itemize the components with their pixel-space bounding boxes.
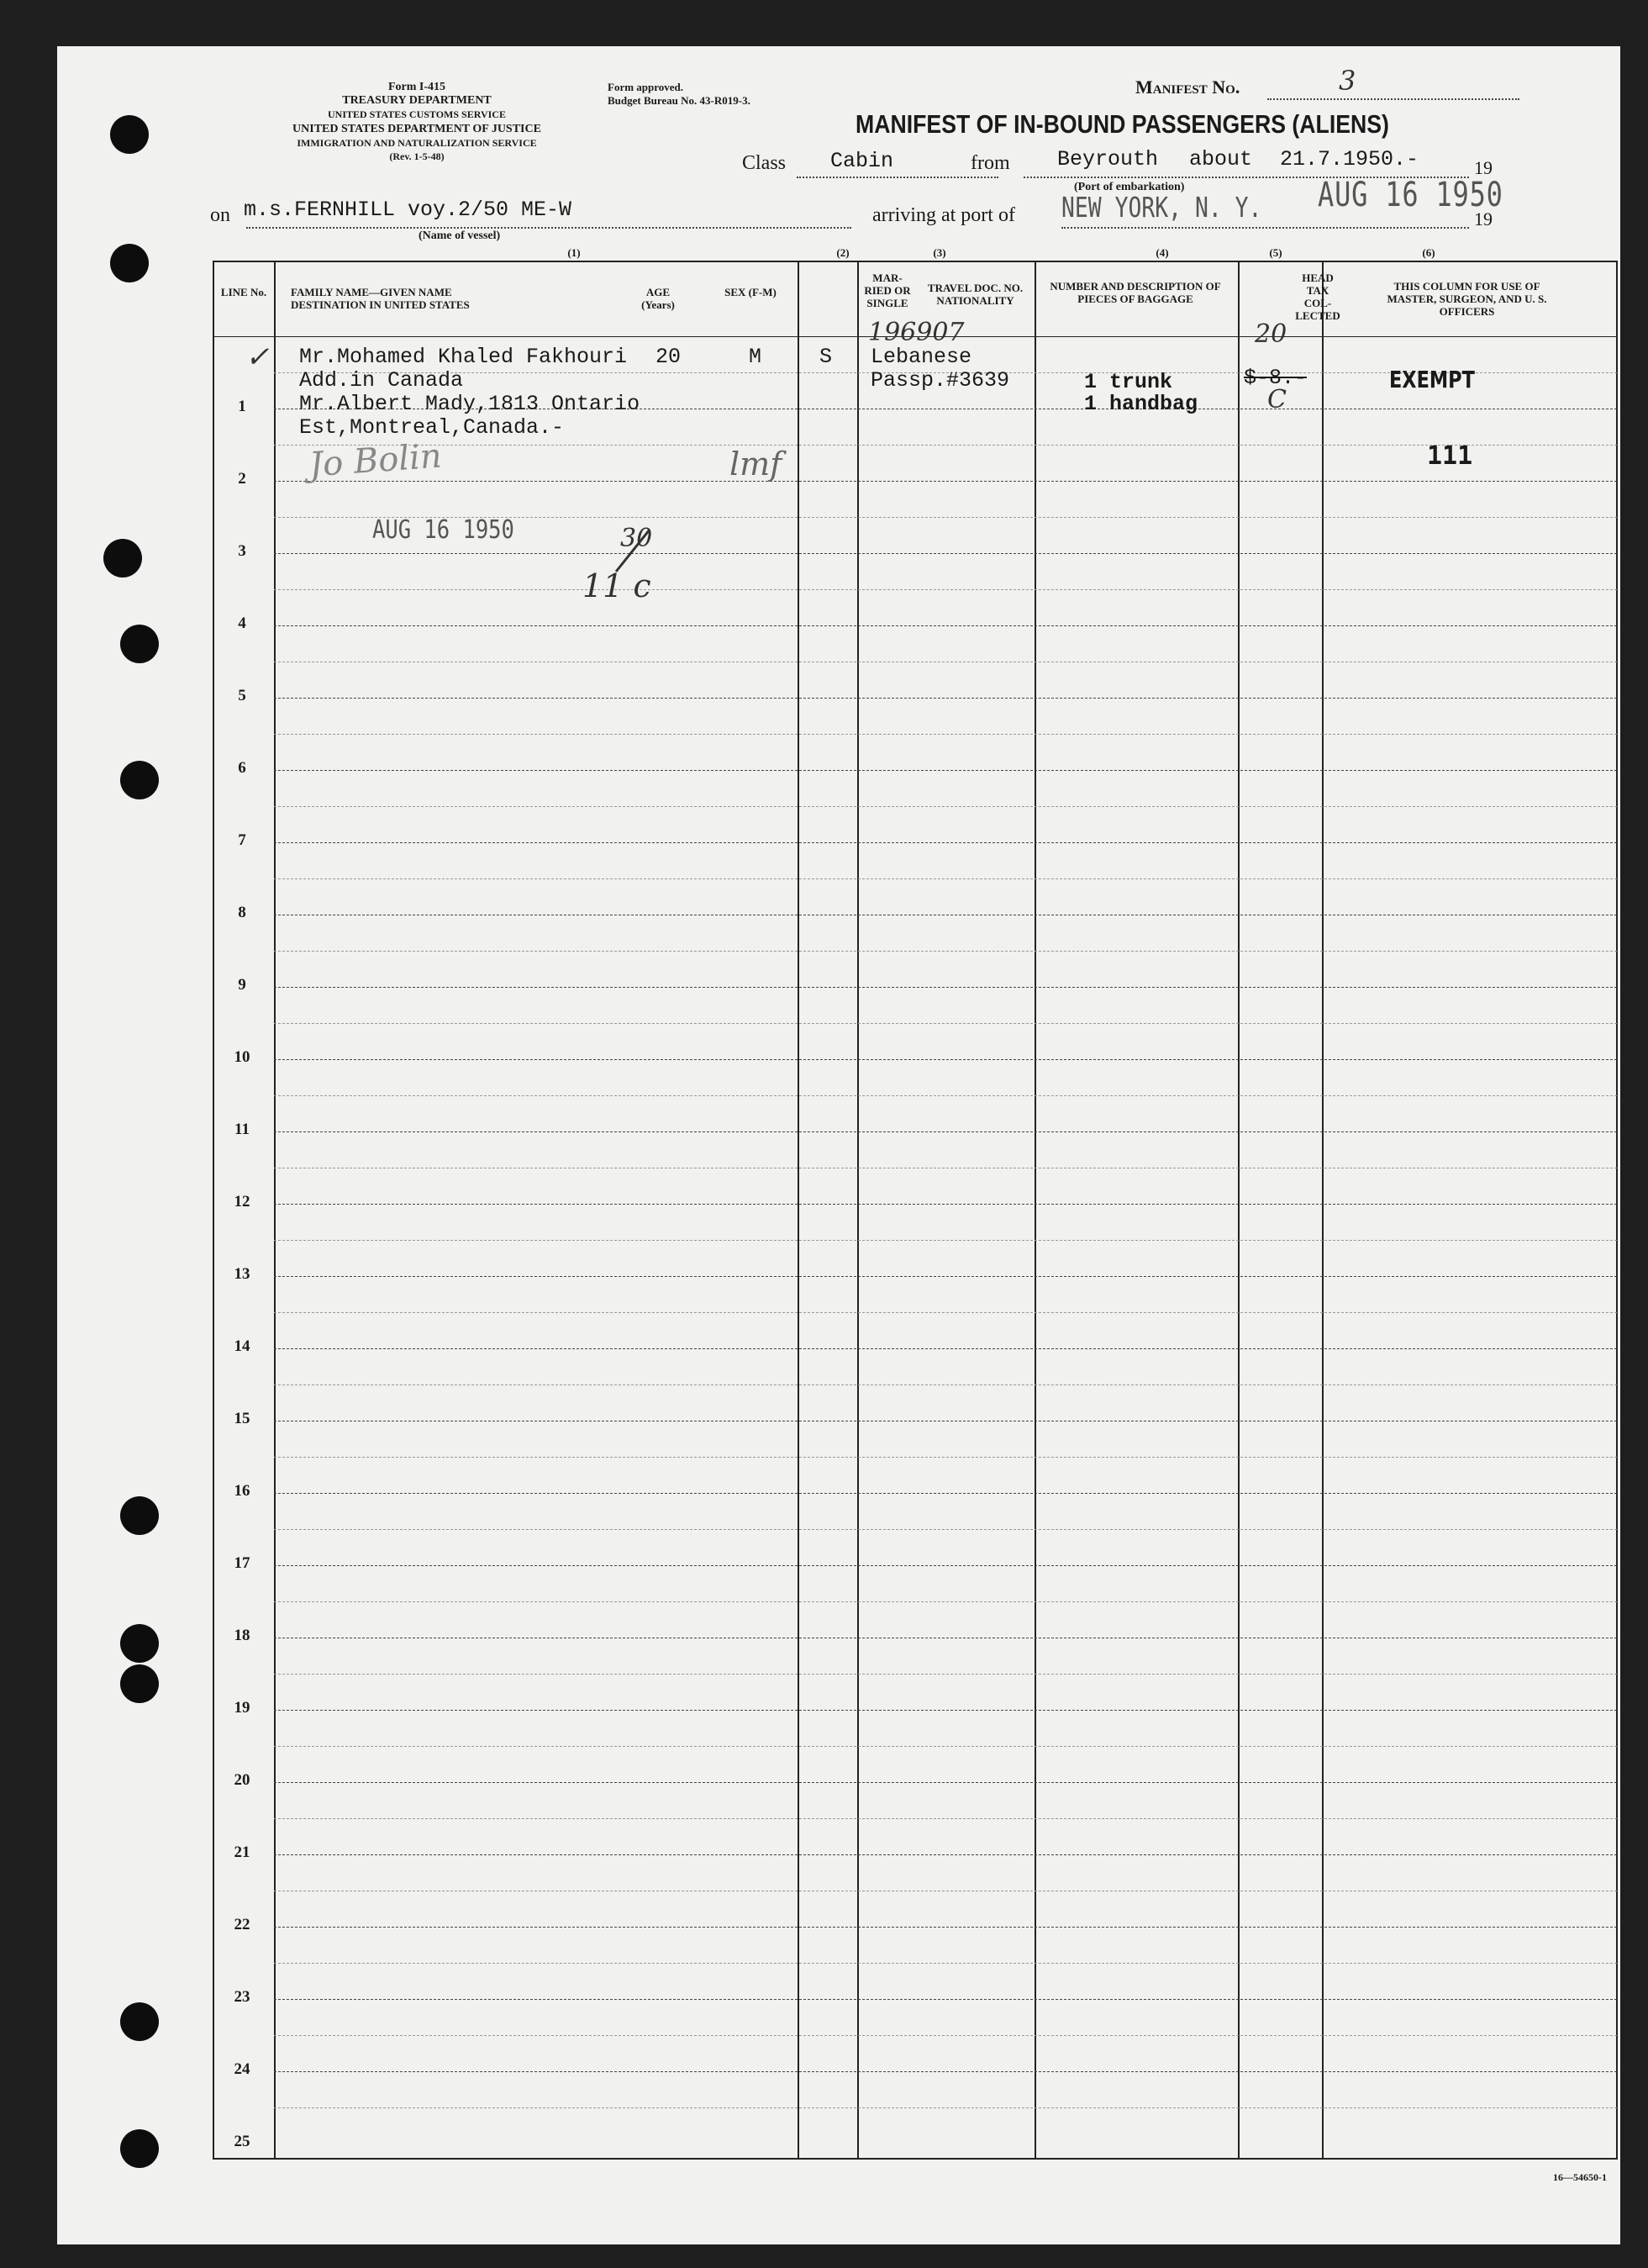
row-subdivider bbox=[274, 589, 1617, 590]
column-number: (4) bbox=[1156, 246, 1169, 259]
treasury-dept: TREASURY DEPARTMENT bbox=[342, 94, 492, 107]
class-label: Class bbox=[742, 152, 787, 174]
binder-hole bbox=[120, 2002, 159, 2041]
line-number: 17 bbox=[234, 1554, 250, 1572]
head-tax-handwritten: 20 bbox=[1255, 319, 1287, 349]
header-marital: MAR-RIED OR SINGLE bbox=[864, 272, 911, 309]
from-value: Beyrouth bbox=[1057, 147, 1159, 171]
line-col-divider bbox=[274, 261, 276, 2159]
line-number: 12 bbox=[234, 1193, 250, 1210]
row-subdivider bbox=[274, 1818, 1617, 1819]
year-suffix: 19 bbox=[1474, 157, 1493, 178]
row-divider bbox=[274, 1131, 1617, 1132]
line-number: 11 bbox=[234, 1121, 250, 1138]
line-number: 20 bbox=[234, 1771, 250, 1789]
baggage-handbag: 1 handbag bbox=[1084, 392, 1198, 416]
manifest-page bbox=[57, 46, 1620, 2244]
inspector-signature: Jo Bolin bbox=[308, 436, 444, 485]
table-right-border bbox=[1616, 261, 1618, 2159]
passenger-name: Mr.Mohamed Khaled Fakhouri bbox=[299, 345, 628, 369]
line-number: 9 bbox=[238, 976, 246, 994]
column-number: (3) bbox=[933, 246, 946, 259]
line-number: 16 bbox=[234, 1482, 250, 1500]
table-top-border bbox=[213, 261, 1618, 262]
class-value: Cabin bbox=[830, 149, 894, 173]
year-suffix: 19 bbox=[1474, 208, 1493, 229]
header-name-destination: FAMILY NAME—GIVEN NAME DESTINATION IN UNITED STATES bbox=[291, 286, 470, 311]
inspector-initials: lmf bbox=[729, 446, 782, 483]
line-number: 3 bbox=[238, 542, 246, 560]
line-number: 6 bbox=[238, 759, 246, 777]
nationality: Lebanese bbox=[871, 345, 972, 369]
line-number: 18 bbox=[234, 1627, 250, 1644]
binder-hole bbox=[120, 761, 159, 799]
form-footer-code: 16—54650-1 bbox=[1553, 2171, 1607, 2183]
fraction-numerator: 30 bbox=[620, 524, 653, 553]
row-subdivider bbox=[274, 1601, 1617, 1602]
form-number: Form I-415 bbox=[387, 81, 446, 93]
manifest-label: Manifest No. bbox=[1135, 76, 1240, 98]
row-divider bbox=[274, 1710, 1617, 1711]
column-number: (5) bbox=[1269, 246, 1282, 259]
passenger-age: 20 bbox=[656, 345, 682, 369]
arrival-port-line bbox=[1061, 227, 1469, 229]
row-subdivider bbox=[274, 878, 1617, 879]
row-subdivider bbox=[274, 445, 1617, 446]
row-subdivider bbox=[274, 1674, 1617, 1675]
form-header-left bbox=[274, 81, 560, 163]
line-number: 2 bbox=[238, 470, 246, 488]
port-embark-caption: (Port of embarkation) bbox=[1074, 181, 1185, 193]
head-tax-mark: C bbox=[1267, 385, 1287, 414]
line-number: 14 bbox=[234, 1337, 250, 1355]
tax-col-divider bbox=[1322, 261, 1324, 2159]
inspection-date-stamp: AUG 16 1950 bbox=[372, 515, 514, 545]
vessel-name: m.s.FERNHILL voy.2/50 ME-W bbox=[244, 198, 572, 222]
row-subdivider bbox=[274, 1963, 1617, 1964]
row-divider bbox=[274, 1276, 1617, 1277]
table-left-border bbox=[213, 261, 214, 2159]
row-subdivider bbox=[274, 951, 1617, 952]
binder-hole bbox=[120, 625, 159, 663]
line-number: 5 bbox=[238, 687, 246, 704]
vessel-line bbox=[246, 227, 851, 229]
form-revision: (Rev. 1-5-48) bbox=[389, 150, 445, 162]
row-subdivider bbox=[274, 2035, 1617, 2036]
row-subdivider bbox=[274, 1529, 1617, 1530]
name-col-divider bbox=[798, 261, 799, 2159]
head-tax-amount: $-8.- bbox=[1244, 366, 1308, 390]
row-divider bbox=[274, 2071, 1617, 2072]
row-divider bbox=[274, 481, 1617, 482]
row-divider bbox=[274, 1348, 1617, 1349]
manifest-number: 3 bbox=[1339, 65, 1356, 97]
binder-hole bbox=[120, 1664, 159, 1703]
class-line bbox=[797, 177, 998, 178]
binder-hole bbox=[120, 2129, 159, 2168]
table-bottom-border bbox=[213, 2158, 1618, 2160]
row-divider bbox=[274, 1782, 1617, 1783]
row-divider bbox=[274, 1565, 1617, 1566]
check-mark: ✓ bbox=[245, 340, 270, 374]
manifest-no-line bbox=[1267, 98, 1519, 100]
arriving-label: arriving at port of bbox=[872, 204, 1015, 226]
arrival-port-stamp: NEW YORK, N. Y. bbox=[1061, 191, 1262, 224]
column-number: (2) bbox=[836, 246, 850, 259]
binder-hole bbox=[110, 115, 149, 154]
binder-hole bbox=[103, 539, 142, 578]
row-divider bbox=[274, 1927, 1617, 1928]
header-line-no: LINE No. bbox=[220, 286, 267, 298]
line-number: 13 bbox=[234, 1265, 250, 1283]
row-subdivider bbox=[274, 1240, 1617, 1241]
row-divider bbox=[274, 553, 1617, 554]
customs-service: UNITED STATES CUSTOMS SERVICE bbox=[328, 108, 506, 120]
marital-col-divider bbox=[857, 261, 859, 2159]
baggage-trunk: 1 trunk bbox=[1084, 370, 1173, 394]
arrival-date-stamp: AUG 16 1950 bbox=[1318, 176, 1503, 214]
manifest-title: MANIFEST OF IN-BOUND PASSENGERS (ALIENS) bbox=[856, 109, 1389, 139]
travel-doc-number: 196907 bbox=[868, 318, 965, 347]
binder-hole bbox=[120, 1624, 159, 1663]
row-subdivider bbox=[274, 1746, 1617, 1747]
line-number: 10 bbox=[234, 1048, 250, 1066]
row-divider bbox=[274, 1059, 1617, 1060]
line-number: 15 bbox=[234, 1410, 250, 1427]
row-divider bbox=[274, 1999, 1617, 2000]
line-number: 25 bbox=[234, 2133, 250, 2150]
passenger-sex: M bbox=[749, 345, 762, 369]
from-label: from bbox=[971, 152, 1010, 174]
row-divider bbox=[274, 1204, 1617, 1205]
line-number: 24 bbox=[234, 2060, 250, 2078]
row-subdivider bbox=[274, 734, 1617, 735]
baggage-col-divider bbox=[1238, 261, 1240, 2159]
destination-line-2: Mr.Albert Mady,1813 Ontario bbox=[299, 392, 640, 416]
line-number: 4 bbox=[238, 614, 246, 632]
header-baggage: NUMBER AND DESCRIPTION OF PIECES OF BAGGAGE bbox=[1050, 280, 1221, 305]
marital-status: S bbox=[819, 345, 833, 369]
budget-bureau: Budget Bureau No. 43-R019-3. bbox=[608, 94, 750, 107]
row-divider bbox=[274, 770, 1617, 771]
row-subdivider bbox=[274, 1095, 1617, 1096]
ins-service: IMMIGRATION AND NATURALIZATION SERVICE bbox=[297, 137, 537, 149]
fraction-slash bbox=[608, 525, 658, 576]
line-number: 21 bbox=[234, 1843, 250, 1861]
fraction-denominator: 11 c bbox=[582, 567, 651, 604]
officer-code: 111 bbox=[1427, 441, 1473, 471]
row-divider bbox=[274, 698, 1617, 699]
vessel-caption: (Name of vessel) bbox=[419, 229, 501, 242]
line-number: 23 bbox=[234, 1988, 250, 2006]
header-travel-doc: TRAVEL DOC. NO. NATIONALITY bbox=[927, 282, 1024, 307]
on-label: on bbox=[210, 204, 230, 226]
row-divider bbox=[274, 987, 1617, 988]
form-approved: Form approved. bbox=[608, 81, 684, 93]
officer-exempt-stamp: EXEMPT bbox=[1389, 366, 1475, 393]
header-officer-use: THIS COLUMN FOR USE OF MASTER, SURGEON, AND U. S. OFFICERS bbox=[1387, 280, 1547, 318]
form-approval bbox=[608, 81, 750, 108]
column-number: (1) bbox=[567, 246, 581, 259]
about-value: 21.7.1950.- bbox=[1280, 147, 1419, 171]
row-subdivider bbox=[274, 1023, 1617, 1024]
row-divider bbox=[274, 842, 1617, 843]
justice-dept: UNITED STATES DEPARTMENT OF JUSTICE bbox=[292, 123, 541, 135]
line-number: 1 bbox=[238, 398, 246, 415]
binder-hole bbox=[120, 1496, 159, 1535]
line-number: 8 bbox=[238, 904, 246, 921]
header-age: AGE (Years) bbox=[641, 286, 675, 311]
destination-line-1: Add.in Canada bbox=[299, 368, 464, 393]
row-divider bbox=[274, 1854, 1617, 1855]
binder-hole bbox=[110, 244, 149, 282]
row-subdivider bbox=[274, 806, 1617, 807]
passport-number: Passp.#3639 bbox=[871, 368, 1010, 393]
header-sex: SEX (F-M) bbox=[724, 286, 777, 298]
row-divider bbox=[274, 1493, 1617, 1494]
row-divider bbox=[274, 625, 1617, 626]
line-number: 7 bbox=[238, 831, 246, 849]
about-label: about bbox=[1189, 147, 1253, 171]
destination-line-3: Est,Montreal,Canada.- bbox=[299, 415, 565, 440]
row-subdivider bbox=[274, 1312, 1617, 1313]
header-head-tax: HEAD TAX COL-LECTED bbox=[1295, 272, 1340, 322]
line-number: 22 bbox=[234, 1916, 250, 1933]
column-number: (6) bbox=[1422, 246, 1435, 259]
doc-col-divider bbox=[1035, 261, 1036, 2159]
line-number: 19 bbox=[234, 1699, 250, 1717]
row-subdivider bbox=[274, 2107, 1617, 2108]
row-subdivider bbox=[274, 1457, 1617, 1458]
